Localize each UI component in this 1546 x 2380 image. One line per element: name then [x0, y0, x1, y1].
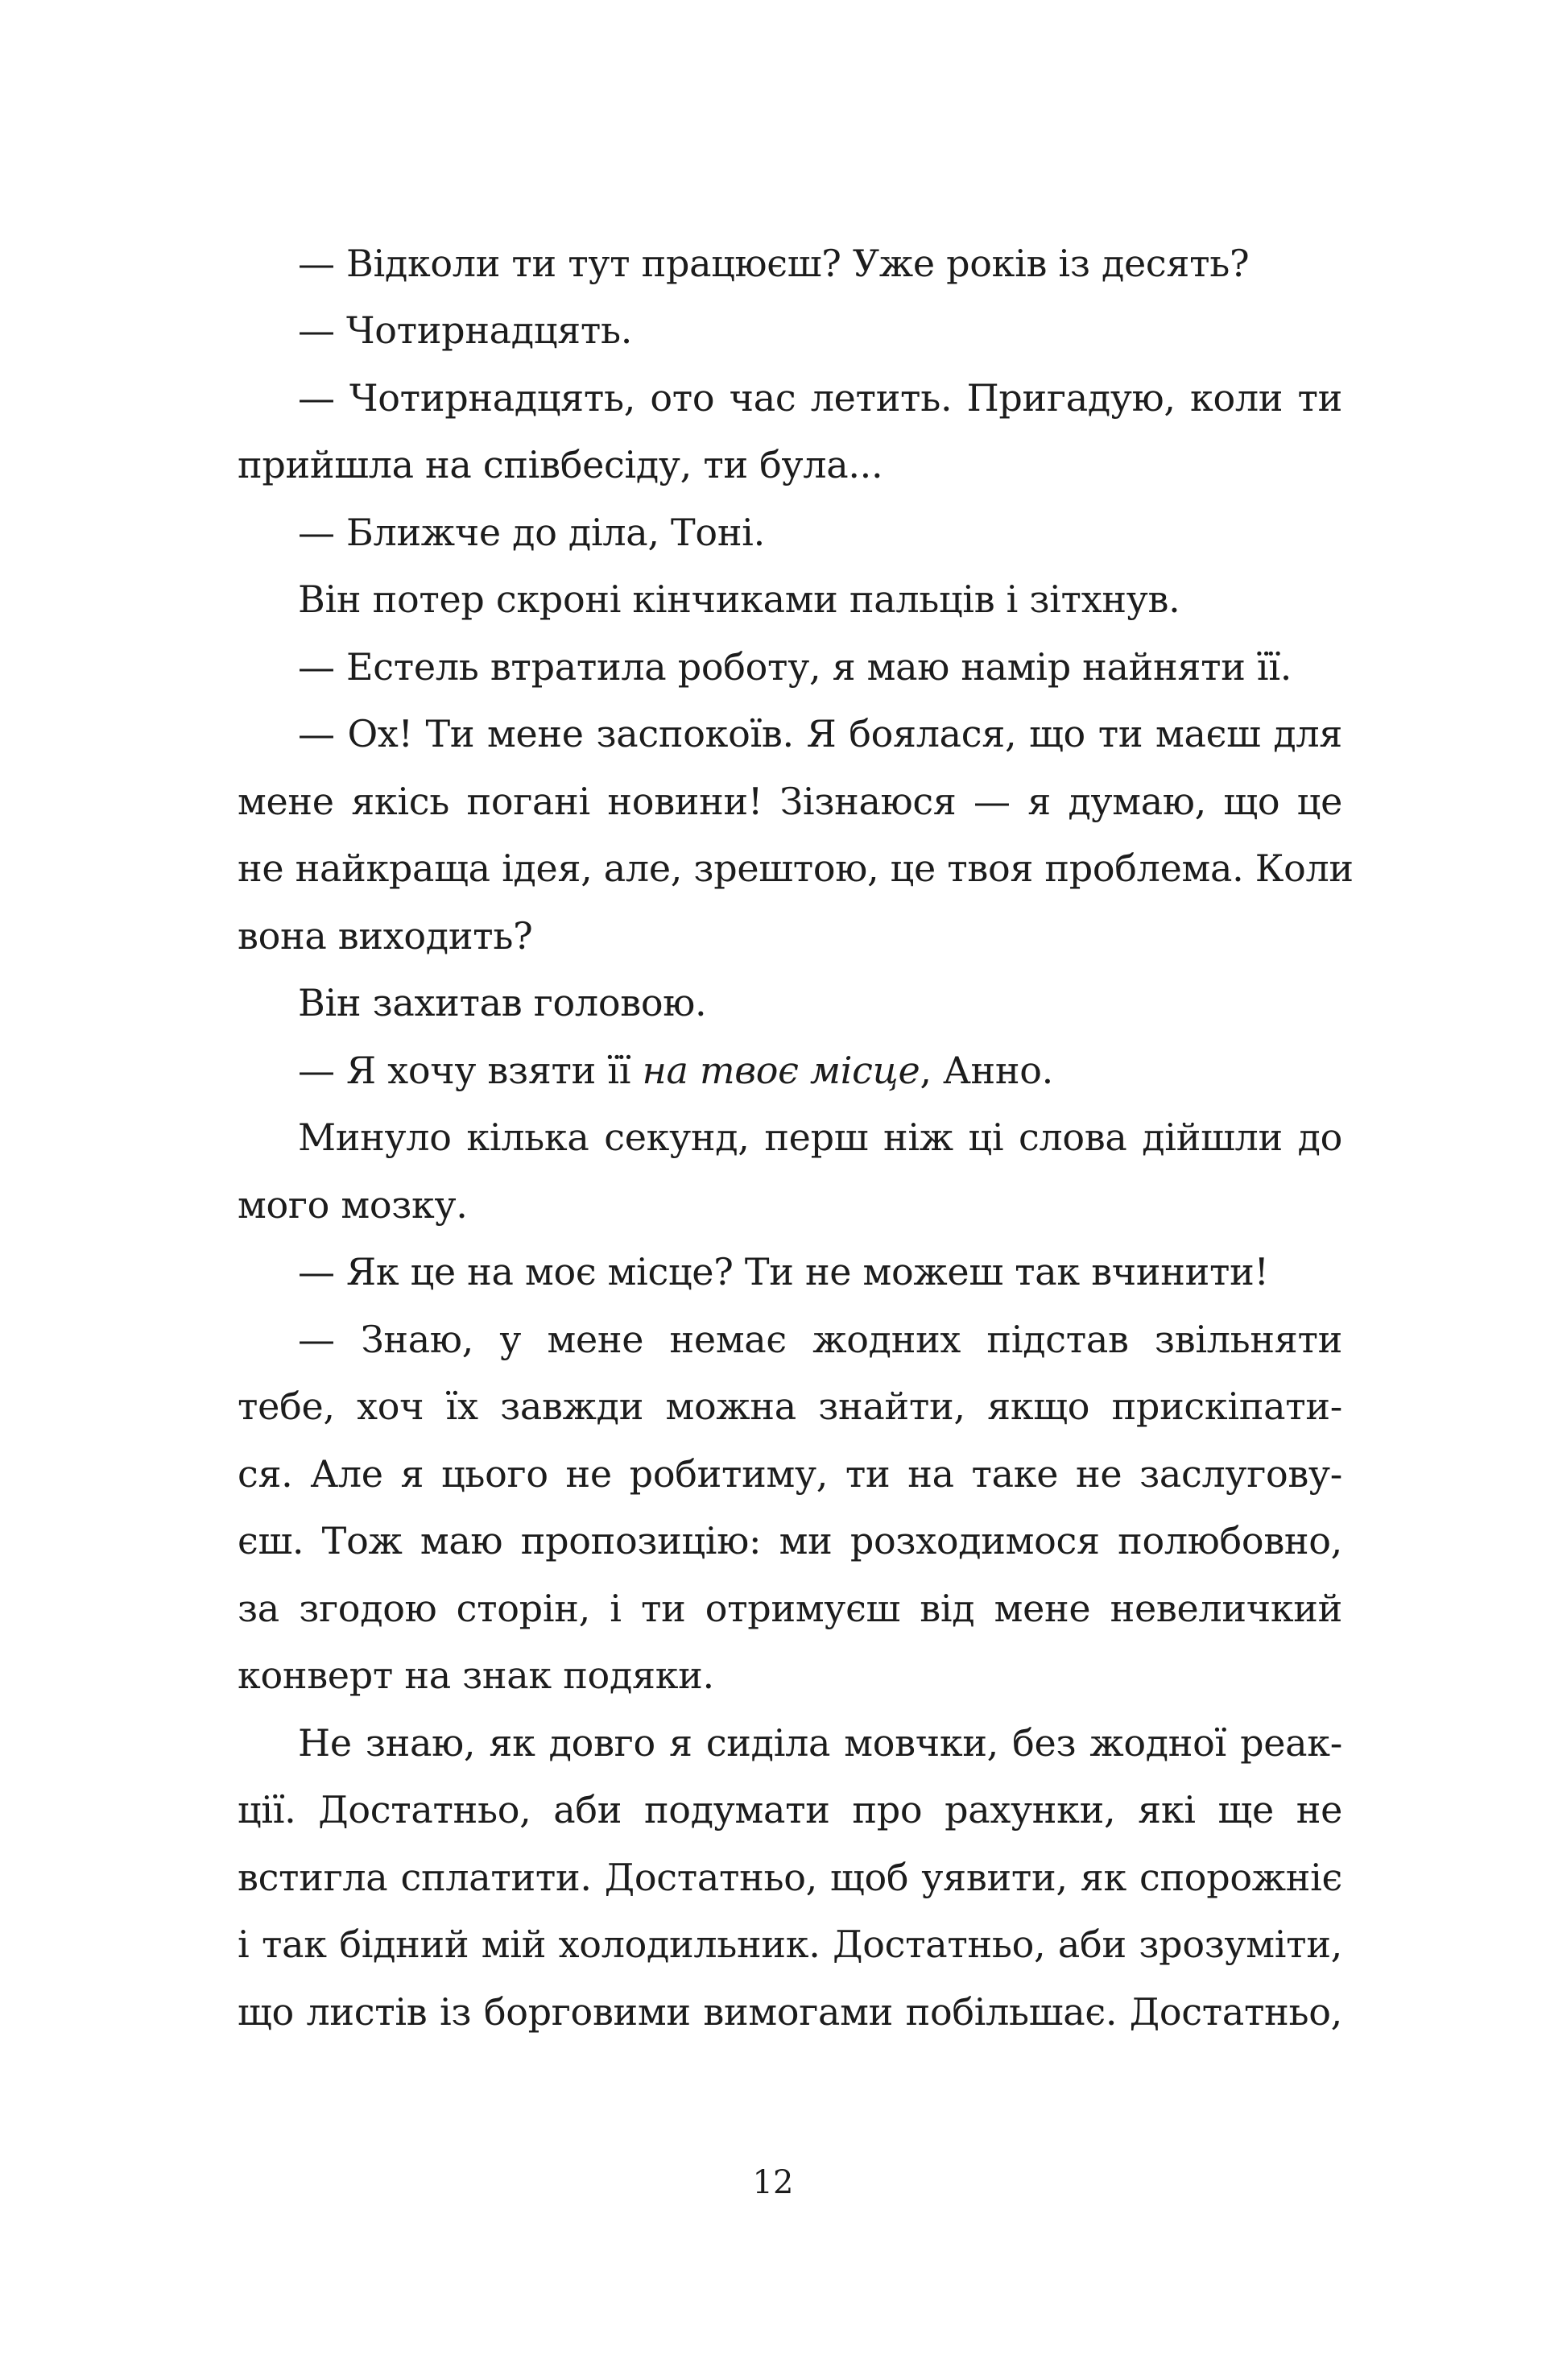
text-line: — Ближче до діла, Тоні.	[298, 511, 765, 554]
text-line: вона виходить?	[238, 914, 533, 958]
text-line: що листів із борговими вимогами побільшає. Достатньо,	[238, 1990, 1342, 2034]
italic-emphasis: на твоє місце	[642, 1049, 920, 1092]
text-line: Він потер скроні кінчиками пальців і зітхнув.	[298, 577, 1180, 621]
text-run: , Анно.	[920, 1049, 1053, 1092]
text-run: — Я хочу взяти її	[298, 1049, 643, 1092]
text-line: — Знаю, у мене немає жодних підстав звільняти	[298, 1318, 1342, 1361]
text-line: тебе, хоч їх завжди можна знайти, якщо прискіпати-	[238, 1385, 1342, 1428]
text-line: за згодою сторін, і ти отримуєш від мене невеличкий	[238, 1587, 1342, 1630]
text-line: ся. Але я цього не робитиму, ти на таке не заслугову-	[238, 1452, 1342, 1496]
text-line: Не знаю, як довго я сиділа мовчки, без жодної реак-	[298, 1721, 1342, 1765]
text-line: конверт на знак подяки.	[238, 1654, 714, 1697]
text-line: — Як це на моє місце? Ти не можеш так вчинити!	[298, 1250, 1269, 1293]
text-line-with-emphasis	[298, 1037, 1342, 1104]
text-line: єш. Тож маю пропозицію: ми розходимося полюбовно,	[238, 1519, 1342, 1563]
page-number: 12	[752, 2164, 794, 2201]
text-line: — Естель втратила роботу, я маю намір найняти її.	[298, 645, 1292, 689]
text-line: і так бідний мій холодильник. Достатньо, аби зрозуміти,	[238, 1923, 1342, 1966]
text-line: — Відколи ти тут працюєш? Уже років із десять?	[298, 242, 1250, 285]
text-line: ції. Достатньо, аби подумати про рахунки, які ще не	[238, 1788, 1342, 1832]
text-line: — Ох! Ти мене заспокоїв. Я боялася, що ти маєш для	[298, 712, 1342, 755]
text-line: встигла сплатити. Достатньо, щоб уявити, як спорожніє	[238, 1856, 1342, 1899]
text-line: — Чотирнадцять, ото час летить. Пригадую, коли ти	[298, 376, 1342, 420]
text-line: не найкраща ідея, але, зрештою, це твоя проблема. Коли	[238, 846, 1354, 890]
text-line: Він захитав головою.	[298, 981, 707, 1024]
text-line: мене якісь погані новини! Зізнаюся — я думаю, що це	[238, 780, 1342, 823]
text-line: прийшла на співбесіду, ти була...	[238, 443, 883, 486]
text-line: — Чотирнадцять.	[298, 308, 633, 352]
text-line: мого мозку.	[238, 1183, 468, 1227]
text-line: Минуло кілька секунд, перш ніж ці слова дійшли до	[298, 1115, 1342, 1159]
